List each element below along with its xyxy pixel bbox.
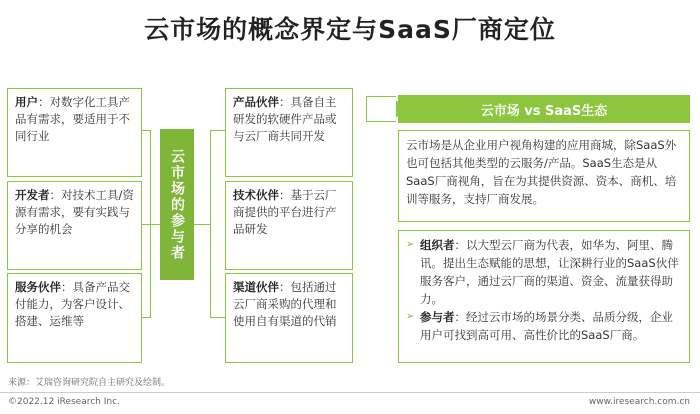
right-connector-middle (194, 224, 210, 225)
page-title: 云市场的概念界定与SaaS厂商定位 (144, 15, 556, 44)
footer-divider (0, 392, 700, 393)
center-label-line2: 参与者 (169, 212, 185, 261)
arrow-pointer-icon (366, 96, 396, 122)
bullet-arrow-icon: ➢ (406, 239, 415, 250)
right-box-channel-partners (225, 273, 353, 363)
left-box-service-partners (7, 273, 142, 363)
left-box-label: 用户 (15, 95, 38, 109)
left-box-label: 服务伙伴 (15, 280, 61, 294)
panel-header: 云市场 vs SaaS生态 (398, 95, 690, 123)
right-connector-bottom (210, 317, 225, 318)
left-box-text: ：具备产品交付能力，为客户设计、搭建、运维等 (15, 280, 130, 328)
right-box-product-partners (225, 88, 353, 177)
right-box-text: ：基于云厂商提供的平台进行产品研发 (233, 188, 337, 236)
right-box-text: ：包括通过云厂商采购的代理和使用自有渠道的代销 (233, 280, 337, 328)
bullet-label: 参与者 (420, 310, 455, 324)
left-connector-top (142, 130, 151, 131)
right-box-tech-partners (225, 181, 353, 270)
left-box-developers (7, 181, 142, 270)
left-connector-bottom (142, 317, 151, 318)
bullet-text: ：经过云市场的场景分类、品质分级，企业用户可找到高可用、高性价比的SaaS厂商。 (420, 310, 673, 342)
center-participants-label (160, 129, 194, 280)
center-label-line1: 云市场的 (169, 148, 185, 213)
right-box-label: 渠道伙伴 (233, 280, 279, 294)
source-note: 来源：艾瑞咨询研究院自主研究及绘制。 (8, 378, 171, 388)
panel-description (398, 130, 690, 222)
right-box-label: 产品伙伴 (233, 95, 279, 109)
right-box-text: ：具备自主研发的软硬件产品或与云厂商共同开发 (233, 95, 337, 143)
left-box-label: 开发者 (15, 188, 50, 202)
bullet-arrow-icon: ➢ (406, 311, 415, 322)
right-connector-top (210, 130, 225, 131)
left-box-text: ：对数字化工具产品有需求，要适用于不同行业 (15, 95, 130, 143)
right-connector-vertical (210, 130, 211, 318)
left-box-users (7, 88, 142, 177)
panel-description-text: 云市场是从企业用户视角构建的应用商城，除SaaS外也可包括其他类型的云服务/产品。SaaS生态是从SaaS厂商视角，旨在为其提供资源、资本、商机、培训等服务，支持厂商发展。 (406, 138, 677, 206)
bullet-text: ：以大型云厂商为代表，如华为、阿里、腾讯。提出生态赋能的思想，让深耕行业的SaaS伙伴服务客户，通过云厂商的渠道、资金、流量获得助力。 (420, 238, 679, 306)
bullet-label: 组织者 (420, 238, 455, 252)
copyright: ©2022.12 iResearch Inc. (8, 397, 120, 407)
left-connector-middle (142, 224, 160, 225)
panel-bullets (398, 230, 690, 363)
website-link[interactable]: www.iresearch.com.cn (588, 397, 690, 407)
right-box-label: 技术伙伴 (233, 188, 279, 202)
bullet-organizer (406, 236, 682, 308)
left-box-text: ：对技术工具/资源有需求，要有实践与分享的机会 (15, 188, 134, 236)
bullet-participant (406, 308, 682, 344)
